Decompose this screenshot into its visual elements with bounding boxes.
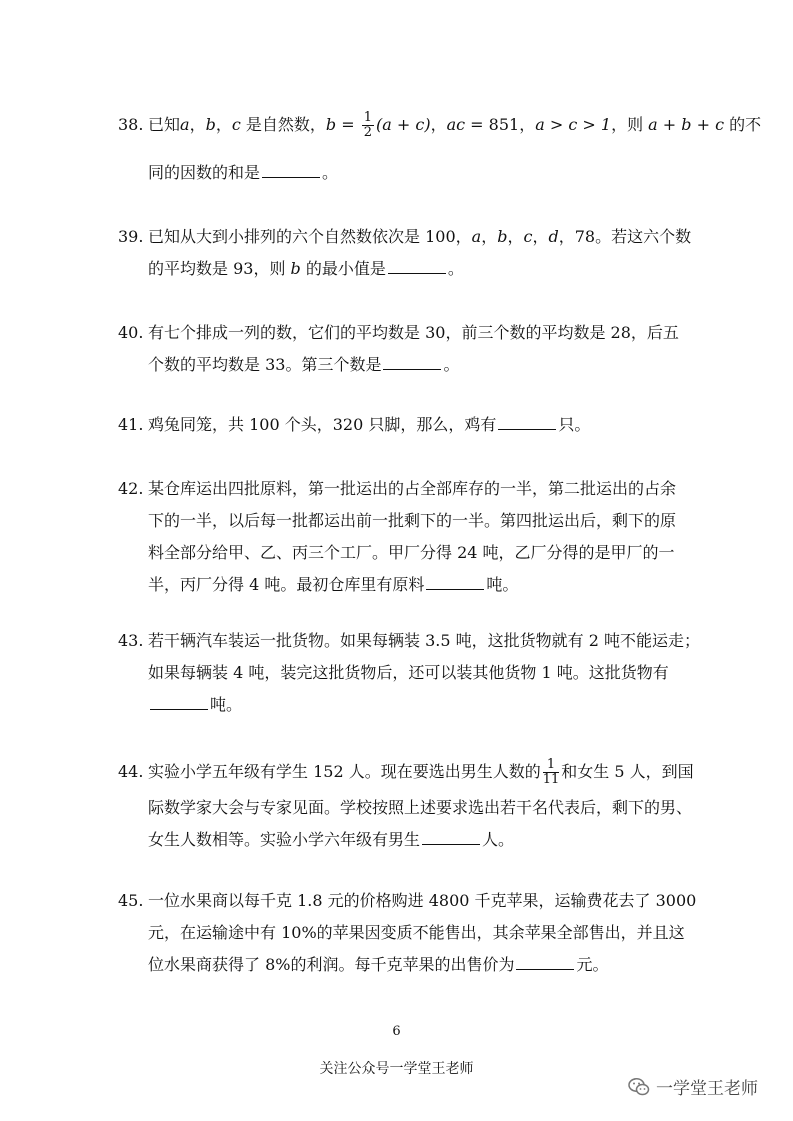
question-number: 41. <box>118 415 144 434</box>
question-number: 38. <box>118 115 144 134</box>
question-number: 45. <box>118 891 144 910</box>
wechat-icon <box>628 1077 650 1097</box>
footer-text: 关注公众号一学堂王老师 <box>319 1061 474 1077</box>
document-page: 38. 已知a，b，c 是自然数，b = $\frac{1}{2}$ (a + c)，ac = 851，a > c > 1，则 a + b + c 的不 同的因数的和是 。 39. 已知从大到小排列的六个自然数依次是 100，a，b，c，d，78。若这六个数 的平均数是 93，则 b 的最小值是 。 40. 有七个排成一列的数，它们的平均数是 30，前三个数的平均数是 28，后五 个数的平均数是 33。第三个数是 。 41. 鸡兔同笼，共 100 个头，320 只脚，那么，鸡有 只。 42. 某仓库运出四批原料，第一批运出的占全部库存的一半，第二批运出的占余 下的一半，以后每一批都运出前一批剩下的一半。第四批运出后，剩下的原 料全部分给甲、乙、丙三个工厂。甲厂分得 24 吨，乙厂分得的是甲厂的一 半，丙厂分得 4 吨。最初仓库里有原料 吨。 43. 若干辆汽车装运一批货物。如果每辆装 3.5 吨，这批货物就有 2 吨不能运走； 如果每辆装 4 吨，装完这批货物后，还可以装其他货物 1 吨。这批货物有 吨。 44. 实验小学五年级有学生 152 人。现在要选出男生人数的 $\frac{1}{11}$ 和女生 5 人，到国 际数学家大会与专家见面。学校按照上述要求选出若干名代表后，剩下的男、 女生人数相等。实验小学六年级有男生 人。 45. 一位水果商以每千克 1.8 元的价格购进 4800 千克苹果，运输费花去了 3000 元，在运输途中有 10%的苹果因变质不能售出，其余苹果全部售出，并且这 位水果商获得了 8%的利润。每千克苹果的出售价为 元。 6 关注公众号一学堂王老师 一学堂王老师 <box>0 0 793 1121</box>
question-number: 43. <box>118 631 144 650</box>
page-number: 6 <box>392 1024 401 1039</box>
question-number: 40. <box>118 323 144 342</box>
answer-blank <box>498 415 556 430</box>
brand-name: 一学堂王老师 <box>656 1079 758 1099</box>
answer-blank <box>150 695 208 710</box>
answer-blank <box>422 830 480 845</box>
answer-blank <box>388 259 446 274</box>
answer-blank <box>426 575 484 590</box>
answer-blank <box>383 355 441 370</box>
question-number: 39. <box>118 227 144 246</box>
fraction: $\frac{1}{2}$ <box>363 110 373 140</box>
question-number: 44. <box>118 762 144 781</box>
answer-blank <box>516 955 574 970</box>
brand-watermark <box>628 1074 758 1099</box>
question-number: 42. <box>118 479 144 498</box>
answer-blank <box>262 163 320 178</box>
fraction: $\frac{1}{11}$ <box>542 757 560 787</box>
